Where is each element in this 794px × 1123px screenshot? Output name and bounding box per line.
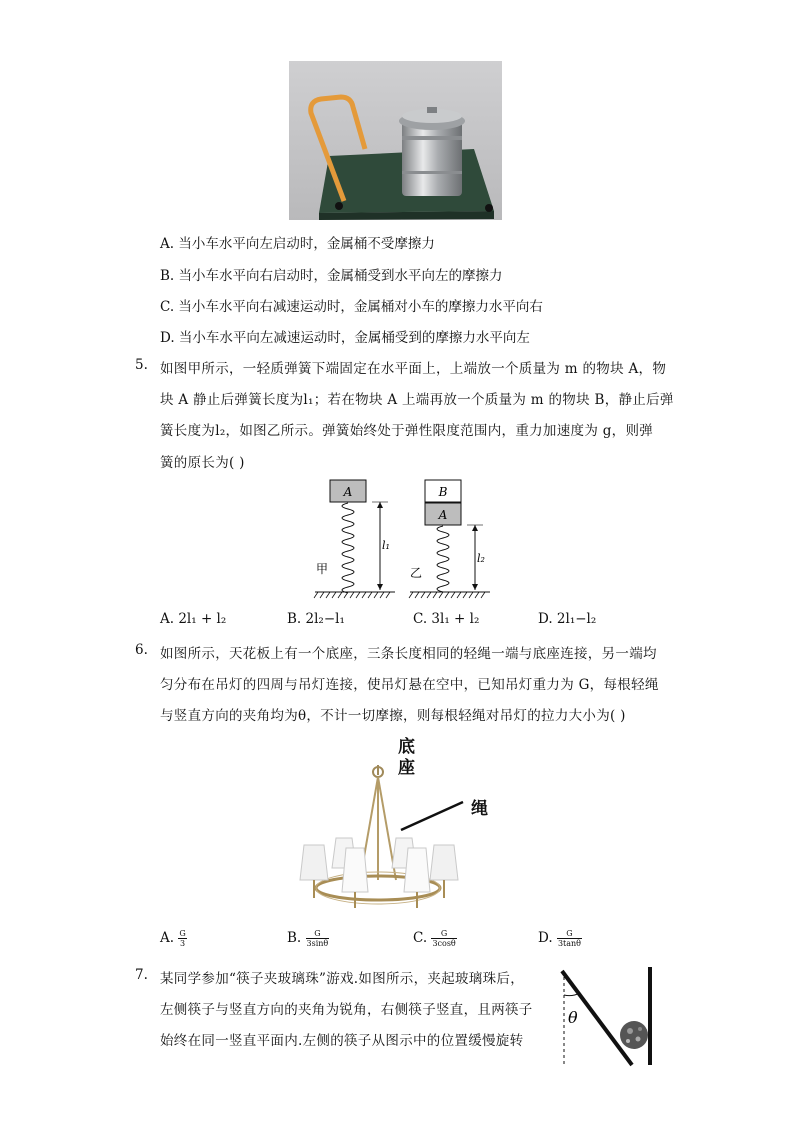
q7-line-3: 始终在同一竖直平面内.左侧的筷子从图示中的位置缓慢旋转 <box>160 1033 524 1049</box>
q6-option-b: B. $\frac{G}{3\sin\theta}$ <box>287 929 329 948</box>
q6-option-d: D. $\frac{G}{3\tan\theta}$ <box>538 929 581 948</box>
q5-line-1: 如图甲所示，一轻质弹簧下端固定在水平面上，上端放一个质量为 m 的物块 A，物 <box>160 361 667 377</box>
glass-bead <box>620 1021 648 1049</box>
q6-line-1: 如图所示，天花板上有一个底座，三条长度相同的轻绳一端与底座连接，另一端均 <box>160 646 657 662</box>
q6-a-den: 3 <box>179 939 186 948</box>
label-base-2: 座 <box>398 758 415 778</box>
q5-line-3: 簧长度为l₂，如图乙所示。弹簧始终处于弹性限度范围内，重力加速度为 g，则弹 <box>160 423 654 439</box>
label-rope: 绳 <box>471 799 488 819</box>
q5-option-b: B. 2l₂−l₁ <box>287 611 345 627</box>
len1-label: l₁ <box>382 539 390 552</box>
q5-number: 5. <box>135 357 148 373</box>
q6-line-3: 与竖直方向的夹角均为θ，不计一切摩擦，则每根轻绳对吊灯的拉力大小为( ) <box>160 708 626 724</box>
block-a-left-label: A <box>343 485 353 499</box>
q6-c-num: G <box>431 929 456 939</box>
spring-right <box>437 526 449 592</box>
spring-figure <box>310 477 510 602</box>
cart-bucket-photo <box>289 61 502 220</box>
q5-line-2: 块 A 静止后弹簧长度为l₁；若在物块 A 上端再放一个质量为 m 的物块 B，静止后弹 <box>160 392 674 408</box>
q6-line-2: 匀分布在吊灯的四周与吊灯连接，使吊灯悬在空中，已知吊灯重力为 G，每根轻绳 <box>160 677 659 693</box>
q6-b-num: G <box>306 929 330 939</box>
block-a-right-label: A <box>438 508 448 522</box>
q4-option-a: A. 当小车水平向左启动时，金属桶不受摩擦力 <box>160 236 435 252</box>
block-b-label: B <box>438 485 448 499</box>
chopsticks-figure <box>556 965 662 1070</box>
q5-option-a: A. 2l₁ + l₂ <box>160 611 227 627</box>
q6-d-num: G <box>557 929 582 939</box>
q6-option-c: C. $\frac{G}{3\cos\theta}$ <box>413 929 456 948</box>
q4-option-d: D. 当小车水平向左减速运动时，金属桶受到的摩擦力水平向左 <box>160 330 530 346</box>
q5-option-d: D. 2l₁−l₂ <box>538 611 597 627</box>
label-yi: 乙 <box>410 566 423 580</box>
q5-line-4: 簧的原长为( ) <box>160 455 245 471</box>
q6-option-a: A. $\frac{G}{3}$ <box>160 929 186 948</box>
q5-option-c: C. 3l₁ + l₂ <box>413 611 480 627</box>
angle-theta: θ <box>568 1008 578 1027</box>
label-base-1: 底 <box>398 737 415 757</box>
q7-line-2: 左侧筷子与竖直方向的夹角为锐角，右侧筷子竖直，且两筷子 <box>160 1002 533 1018</box>
q6-number: 6. <box>135 642 148 658</box>
q6-b-den: 3sinθ <box>306 939 329 948</box>
spring-left <box>342 503 354 593</box>
label-jia: 甲 <box>316 562 329 576</box>
q6-c-den: 3cosθ <box>432 939 456 948</box>
q7-number: 7. <box>135 967 148 983</box>
q7-line-1: 某同学参加“筷子夹玻璃珠”游戏.如图所示，夹起玻璃珠后， <box>160 971 524 987</box>
q6-a-num: G <box>179 929 186 938</box>
q4-option-c: C. 当小车水平向右减速运动时，金属桶对小车的摩擦力水平向右 <box>160 299 543 315</box>
q4-option-b: B. 当小车水平向右启动时，金属桶受到水平向左的摩擦力 <box>160 268 503 284</box>
len2-label: l₂ <box>477 552 485 565</box>
q6-d-den: 3tanθ <box>557 939 581 948</box>
